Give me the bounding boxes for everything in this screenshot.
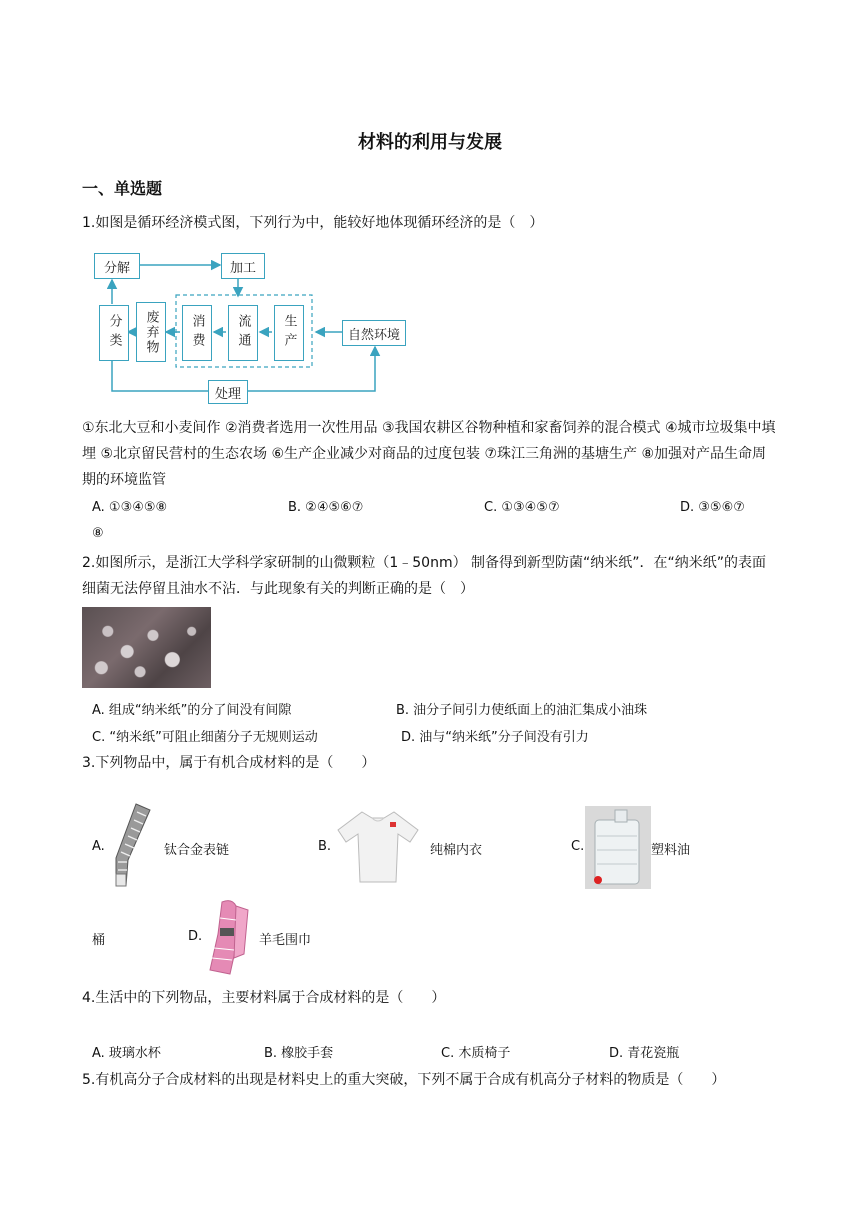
q1-option-d-cont: ⑧ (92, 526, 104, 541)
node-feiqiwu: 废弃物 (136, 302, 166, 362)
q4-option-d[interactable]: D. 青花瓷瓶 (609, 1046, 680, 1061)
node-liutong: 流通 (228, 305, 258, 361)
q3-option-a-letter[interactable]: A. (92, 839, 105, 854)
node-jiagong: 加工 (221, 253, 265, 279)
node-xiaofei: 消费 (182, 305, 212, 361)
q3-option-c-letter[interactable]: C. (571, 839, 585, 854)
q3-option-b-letter[interactable]: B. (318, 839, 332, 854)
cycle-economy-diagram (90, 250, 410, 410)
nano-paper-image (82, 607, 211, 688)
q1-option-b[interactable]: B. ②④⑤⑥⑦ (288, 500, 364, 515)
q3-option-c-cont: 桶 (92, 933, 106, 948)
q2-option-d[interactable]: D. 油与“纳米纸”分子间没有引力 (401, 730, 589, 745)
page-title: 材料的利用与发展 (358, 132, 502, 153)
section-heading: 一、单选题 (82, 179, 163, 198)
node-fenjie: 分解 (94, 253, 140, 279)
q3-option-a: 钛合金表链 (164, 843, 230, 858)
q1-items: ①东北大豆和小麦间作 ②消费者选用一次性用品 ③我国农耕区谷物种植和家畜饲养的混合模式 ④城市垃圾集中填埋 ⑤北京留民营村的生态农场 ⑥生产企业减少对商品的过度包装 ⑦珠江三角洲的基塘生产 ⑧加强对产品生命周期的环境监管 (82, 420, 776, 488)
q3-option-b: 纯棉内衣 (430, 843, 483, 858)
q4-stem: 4.生活中的下列物品，主要材料属于合成材料的是（ ） (82, 990, 446, 1006)
q3-option-d-letter[interactable]: D. (188, 929, 203, 944)
watch-band-image (106, 800, 156, 890)
q3-stem: 3.下列物品中，属于有机合成材料的是（ ） (82, 755, 376, 771)
q4-option-b[interactable]: B. 橡胶手套 (264, 1046, 334, 1061)
node-fenlei: 分类 (99, 305, 129, 361)
q2-option-a[interactable]: A. 组成“纳米纸”的分了间没有间隙 (92, 703, 292, 718)
q2-stem: 2.如图所示，是浙江大学科学家研制的山微颗粒（1﹣50nm） 制备得到新型防菌“纳米纸”．在“纳米纸”的表面细菌无法停留且油水不沾．与此现象有关的判断正确的是（ ） (82, 555, 767, 597)
node-ziran: 自然环境 (342, 320, 406, 346)
q3-option-c: 塑料油 (651, 843, 691, 858)
q3-option-d: 羊毛围巾 (259, 933, 312, 948)
cotton-shirt-image (332, 806, 424, 886)
wool-scarf-image (202, 898, 254, 978)
q4-option-a[interactable]: A. 玻璃水杯 (92, 1046, 161, 1061)
q1-option-d[interactable]: D. ③⑤⑥⑦ (680, 500, 745, 515)
q2-option-b[interactable]: B. 油分子间引力使纸面上的油汇集成小油珠 (396, 703, 648, 718)
q5-stem: 5.有机高分子合成材料的出现是材料史上的重大突破，下列不属于合成有机高分子材料的物质是（ ） (82, 1072, 726, 1088)
q1-stem: 1.如图是循环经济模式图，下列行为中，能较好地体现循环经济的是（ ） (82, 215, 544, 231)
node-chuli: 处理 (208, 380, 248, 404)
q1-option-a[interactable]: A. ①③④⑤⑧ (92, 500, 168, 515)
q2-option-c[interactable]: C. “纳米纸”可阻止细菌分子无规则运动 (92, 730, 318, 745)
plastic-oil-bottle-image (585, 806, 651, 889)
q1-option-c[interactable]: C. ①③④⑤⑦ (484, 500, 560, 515)
q4-option-c[interactable]: C. 木质椅子 (441, 1046, 511, 1061)
node-shengchan: 生产 (274, 305, 304, 361)
